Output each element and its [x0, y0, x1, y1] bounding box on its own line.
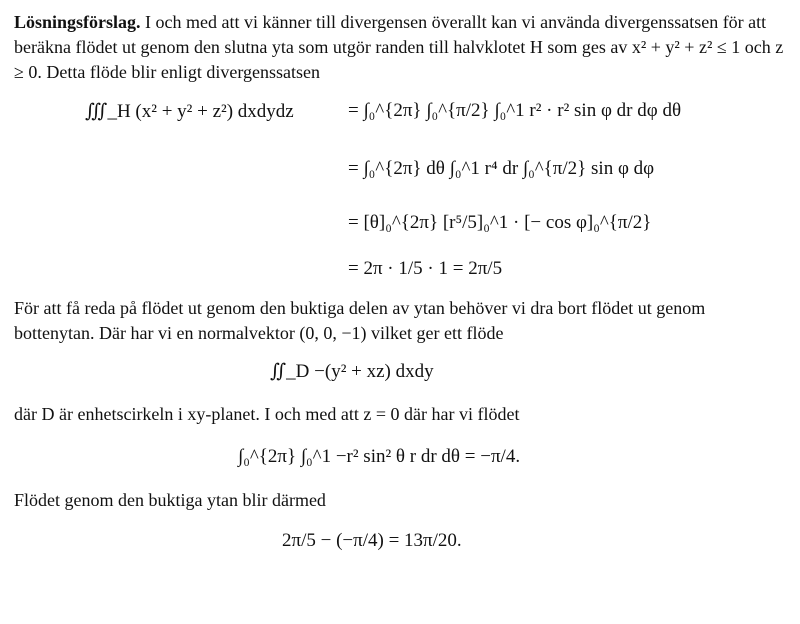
solution-heading: Lösningsförslag.: [14, 12, 141, 32]
disc-paragraph: där D är enhetscirkeln i xy-planet. I och med att z = 0 där har vi flödet: [14, 404, 520, 424]
eq-line-1: = ∫₀^{2π} ∫₀^{π/2} ∫₀^1 r² · r² sin φ dr dφ dθ: [348, 100, 682, 121]
eq-line-4: = 2π · 1/5 · 1 = 2π/5: [348, 258, 503, 279]
eq-final-result: 2π/5 − (−π/4) = 13π/20.: [282, 530, 462, 551]
intro-paragraph: [14, 10, 784, 85]
intro-text: I och med att vi känner till divergensen överallt kan vi använda divergenssatsen för att beräkna flödet ut genom den slutna yta som utgör randen till halvklotet H som ges av x² + y² + z² ≤ 1 och z ≥ 0. Detta flöde blir enligt divergenssatsen: [14, 12, 784, 82]
eq-bottom-flux: ∬_D −(y² + xz) dxdy: [270, 361, 434, 382]
eq-lhs: ∭_H (x² + y² + z²) dxdydz: [85, 101, 294, 122]
eq-polar-integral: ∫₀^{2π} ∫₀^1 −r² sin² θ r dr dθ = −π/4.: [238, 446, 521, 467]
bottom-surface-paragraph: För att få reda på flödet ut genom den buktiga delen av ytan behöver vi dra bort flödet ut genom bottenytan. Där har vi en normalvektor (0, 0, −1) vilket ger ett flöde: [14, 298, 706, 343]
curved-surface-paragraph: Flödet genom den buktiga ytan blir därmed: [14, 490, 326, 510]
eq-line-3: = [θ]₀^{2π} [r⁵/5]₀^1 · [− cos φ]₀^{π/2}: [348, 212, 652, 233]
eq-line-2: = ∫₀^{2π} dθ ∫₀^1 r⁴ dr ∫₀^{π/2} sin φ dφ: [348, 158, 655, 179]
